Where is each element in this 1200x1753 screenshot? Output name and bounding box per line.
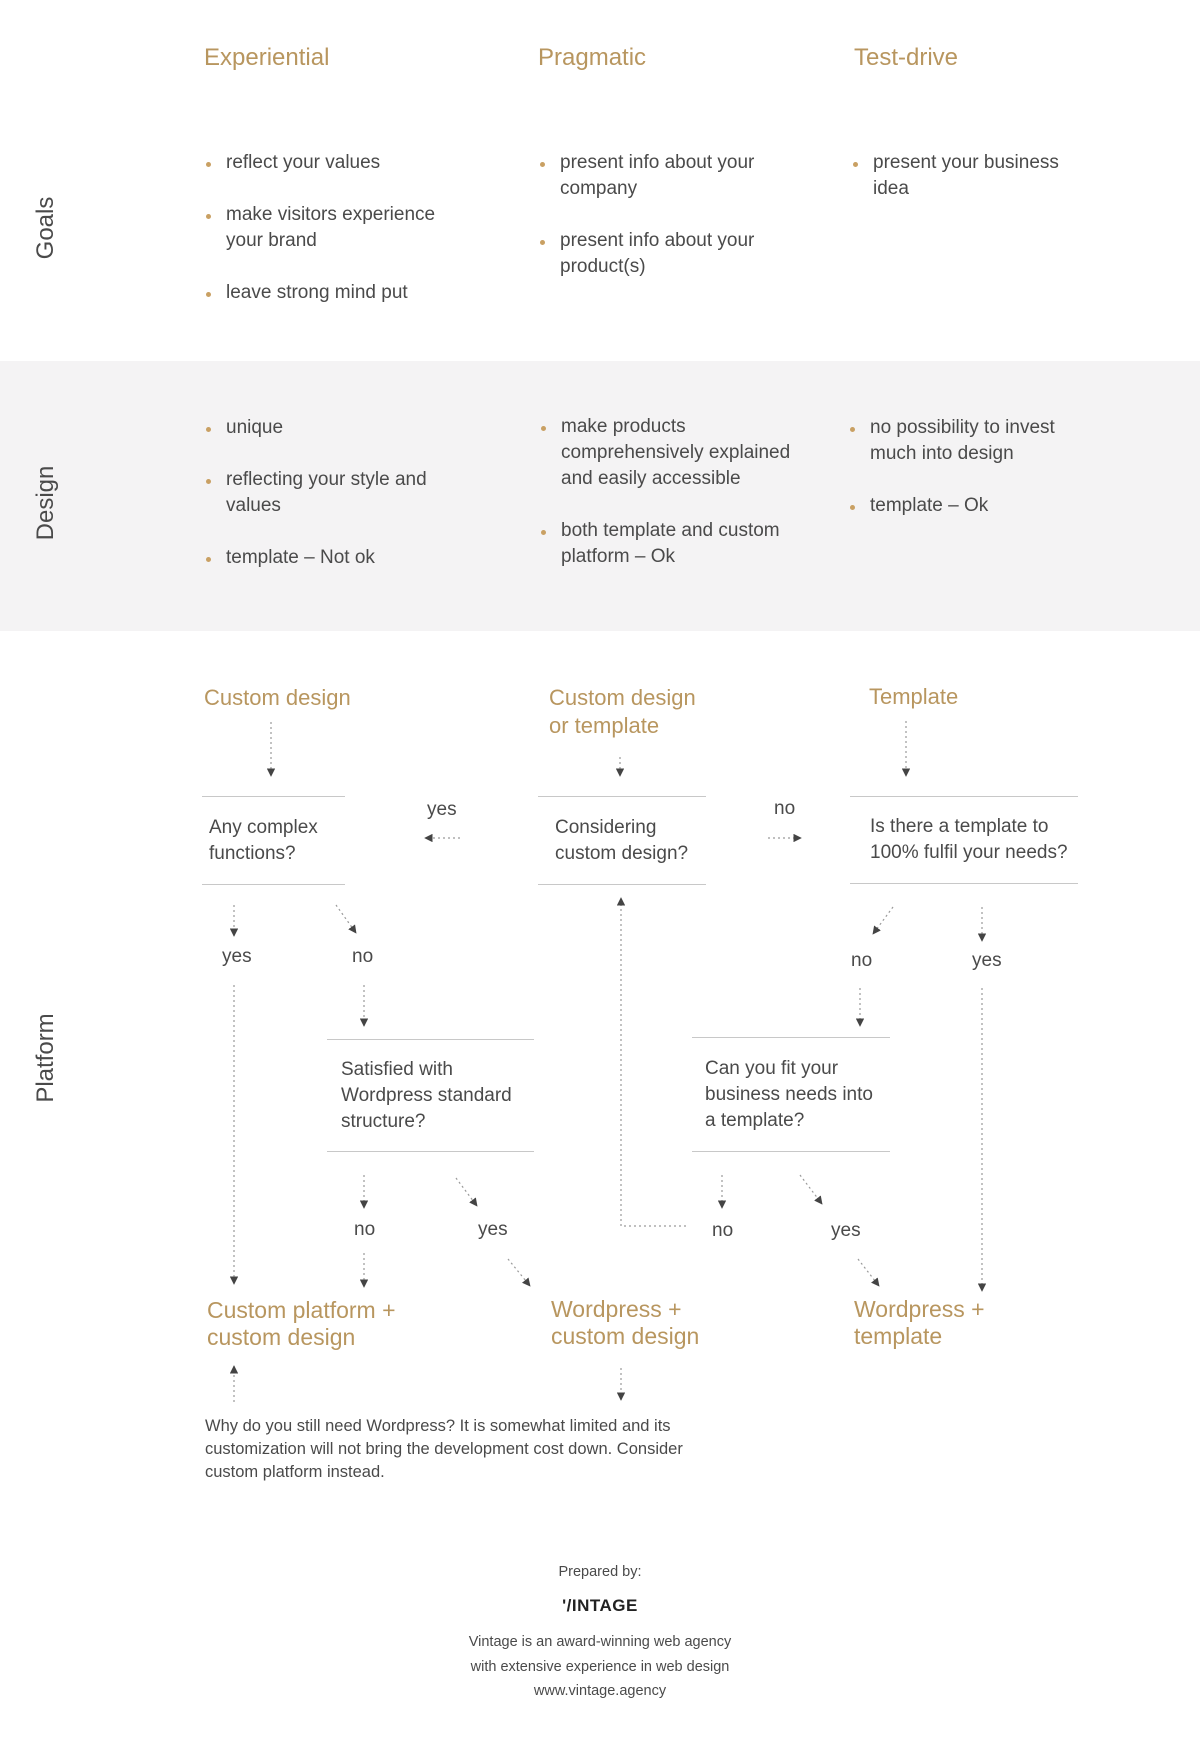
footer-logo-wrap — [0, 1596, 1200, 1616]
list-item: present info about your product(s) — [538, 228, 778, 280]
row-label-design: Design — [32, 465, 59, 541]
prepared-by-label: Prepared by: — [558, 1564, 642, 1580]
answer-yes-label: yes — [831, 1220, 861, 1241]
list-item: template – Not ok — [204, 545, 464, 571]
list-item: make visitors experience your brand — [204, 202, 464, 254]
answer-yes-label: yes — [972, 950, 1002, 971]
question-fit-template — [692, 1037, 890, 1152]
result-wordpress-template: Wordpress + template — [854, 1296, 985, 1349]
answer-no-label: no — [352, 946, 374, 967]
answer-yes-label: yes — [222, 946, 252, 967]
list-item: both template and custom platform – Ok — [539, 518, 804, 570]
question-complex-functions — [202, 796, 345, 885]
answer-no-label: no — [851, 950, 873, 971]
row-label-goals: Goals — [32, 196, 59, 260]
column-heading-experiential: Experiential — [204, 44, 330, 71]
footer-description-line1: Vintage is an award-winning web agency — [468, 1634, 732, 1650]
start-custom-design: Custom design — [204, 685, 351, 710]
list-item: unique — [204, 415, 464, 441]
list-item: reflecting your style and values — [204, 467, 464, 519]
result-wordpress-custom: Wordpress + custom design — [551, 1296, 700, 1349]
question-text: Satisfied with Wordpress standard structure? — [341, 1058, 512, 1132]
question-text: Considering custom design? — [555, 816, 689, 864]
list-item: present your business idea — [851, 150, 1081, 202]
list-item: template – Ok — [848, 493, 1088, 519]
list-item: reflect your values — [204, 150, 464, 176]
list-item: leave strong mind put — [204, 280, 464, 306]
question-template-fulfil — [850, 796, 1078, 884]
list-item: present info about your company — [538, 150, 778, 202]
result-custom-platform: Custom platform + custom design — [207, 1297, 396, 1350]
start-custom-or-template: Custom design or template — [549, 685, 696, 738]
answer-no-label: no — [712, 1220, 734, 1241]
answer-no-label: no — [354, 1219, 376, 1240]
list-item: no possibility to invest much into design — [848, 415, 1088, 467]
answer-yes-label: yes — [427, 799, 457, 820]
answer-no-label: no — [774, 798, 796, 819]
answer-yes-label: yes — [478, 1219, 508, 1240]
question-text: Any complex functions? — [209, 816, 318, 864]
vintage-logo: '/INTAGE — [562, 1596, 638, 1615]
row-label-platform: Platform — [32, 1013, 59, 1103]
column-heading-test-drive: Test-drive — [854, 44, 959, 71]
column-heading-pragmatic: Pragmatic — [538, 44, 647, 71]
question-satisfied-wordpress — [327, 1039, 534, 1152]
question-text: Is there a template to 100% fulfil your needs? — [870, 816, 1068, 863]
wordpress-note: Why do you still need Wordpress? It is somewhat limited and its customization will not bring the development cost down. Consider custom platform instead. — [205, 1417, 683, 1481]
footer-description-line2: with extensive experience in web design — [470, 1659, 730, 1675]
question-text: Can you fit your business needs into a template? — [705, 1057, 873, 1131]
start-template: Template — [869, 684, 959, 709]
footer-url[interactable]: www.vintage.agency — [533, 1683, 667, 1699]
question-considering-custom — [538, 796, 706, 885]
list-item: make products comprehensively explained and easily accessible — [539, 414, 804, 492]
